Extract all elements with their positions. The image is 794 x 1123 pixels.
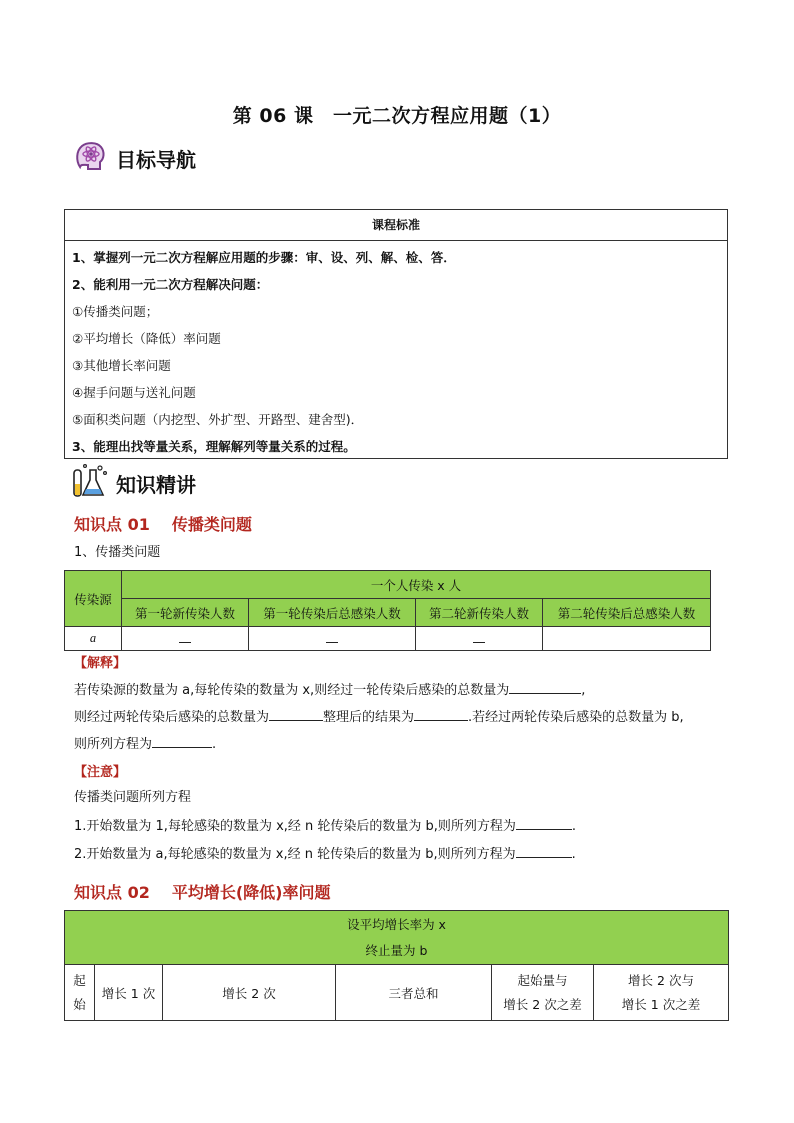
kp2-heading <box>74 880 330 903</box>
standards-line: 1、掌握列一元二次方程解应用题的步骤：审、设、列、解、检、答． <box>72 250 456 265</box>
explain-line-2 <box>74 706 684 728</box>
standards-line: 3、能理出找等量关系，理解解列等量关系的过程。 <box>72 439 356 454</box>
section-knowledge-label: 知识精讲 <box>116 472 196 497</box>
standards-line: 2、能利用一元二次方程解决问题： <box>72 277 269 292</box>
answer-blank[interactable] <box>473 632 485 643</box>
spread-table <box>64 570 711 651</box>
course-standards-box <box>64 209 728 459</box>
growth-header-line: 设平均增长率为 x <box>347 916 446 932</box>
standards-line: ①传播类问题； <box>72 304 159 319</box>
growth-col-start <box>65 965 95 1021</box>
note-label: 【注意】 <box>74 765 127 780</box>
standards-line: ⑤面积类问题（内挖型、外扩型、开路型、建舍型)． <box>72 412 364 427</box>
explain-line-1: 若传染源的数量为 a,每轮传染的数量为 x,则经过一轮传染后感染的总数量为 , <box>74 679 585 701</box>
growth-col-text: 增长 2 次之差 <box>503 996 582 1012</box>
growth-table-header <box>65 911 729 965</box>
answer-blank[interactable] <box>326 632 338 643</box>
spread-cell <box>122 627 249 651</box>
answer-blank[interactable] <box>152 733 212 748</box>
answer-blank[interactable] <box>516 815 572 830</box>
growth-col-text: 增长 1 次之差 <box>621 996 701 1012</box>
growth-col-text: 起始量与 <box>517 972 568 988</box>
note-line-1: 1.开始数量为 1,每轮感染的数量为 x,经 n 轮传染后的数量为 b,则所列方程为 . <box>74 815 576 837</box>
explain-text: .若经过两轮传染后感染的总数量为 b, <box>468 710 684 725</box>
growth-col-inc2: 增长 2 次 <box>163 965 336 1021</box>
brain-atom-icon <box>72 137 110 179</box>
explain-line-3: 则所列方程为 . <box>74 733 216 755</box>
growth-col-diff2 <box>594 965 729 1021</box>
explain-text: 则所列方程为 <box>74 737 153 752</box>
note-text: 1.开始数量为 1,每轮感染的数量为 x,经 n 轮传染后的数量为 b,则所列方程为 <box>74 819 516 834</box>
section-goal-label: 目标导航 <box>116 147 196 172</box>
growth-header-line: 终止量为 b <box>365 942 428 958</box>
explain-text: 整理后的结果为 <box>323 710 415 725</box>
kp2-title: 平均增长(降低)率问题 <box>171 883 331 902</box>
growth-col-text: 增长 2 次与 <box>628 972 694 988</box>
spread-group-header: 一个人传染 x 人 <box>122 571 711 599</box>
answer-blank[interactable] <box>414 706 468 721</box>
spread-row-label: a <box>65 627 122 651</box>
spread-row-header: 传染源 <box>65 571 122 627</box>
kp1-number: 知识点 01 <box>74 515 150 534</box>
note-intro: 传播类问题所列方程 <box>74 790 192 805</box>
answer-blank[interactable] <box>516 843 572 858</box>
lab-flask-icon <box>70 462 110 504</box>
standards-header: 课程标准 <box>65 210 727 241</box>
spread-cell <box>543 627 711 651</box>
kp1-heading <box>74 512 252 535</box>
growth-col-inc1: 增长 1 次 <box>95 965 163 1021</box>
spread-col-header: 第一轮新传染人数 <box>122 599 249 627</box>
note-line-2: 2.开始数量为 a,每轮感染的数量为 x,经 n 轮传染后的数量为 b,则所列方程为 . <box>74 843 576 865</box>
spread-cell <box>416 627 543 651</box>
spread-cell <box>249 627 416 651</box>
section-goal-header <box>72 137 196 179</box>
answer-blank[interactable] <box>269 706 323 721</box>
spread-col-header: 第一轮传染后总感染人数 <box>249 599 416 627</box>
answer-blank[interactable] <box>509 679 581 694</box>
kp2-number: 知识点 02 <box>74 883 150 902</box>
answer-blank[interactable] <box>179 632 191 643</box>
standards-line: ④握手问题与送礼问题 <box>72 385 196 400</box>
explain-label: 【解释】 <box>74 656 127 671</box>
growth-table <box>64 910 729 1021</box>
note-text: 2.开始数量为 a,每轮感染的数量为 x,经 n 轮传染后的数量为 b,则所列方程为 <box>74 847 516 862</box>
explain-text: 则经过两轮传染后感染的总数量为 <box>74 710 270 725</box>
section-knowledge-header <box>70 462 196 504</box>
page-title: 第 06 课 一元二次方程应用题（1） <box>232 105 562 127</box>
growth-col-sum: 三者总和 <box>336 965 492 1021</box>
kp1-subtitle: 1、传播类问题 <box>74 545 161 560</box>
growth-col-text: 始 <box>73 996 86 1012</box>
growth-col-diff1 <box>492 965 594 1021</box>
growth-col-text: 起 <box>73 972 86 988</box>
explain-text: 若传染源的数量为 a,每轮传染的数量为 x,则经过一轮传染后感染的总数量为 <box>74 683 510 698</box>
spread-col-header: 第二轮传染后总感染人数 <box>543 599 711 627</box>
standards-line: ③其他增长率问题 <box>72 358 171 373</box>
standards-line: ②平均增长（降低）率问题 <box>72 331 221 346</box>
kp1-title: 传播类问题 <box>171 515 252 534</box>
spread-col-header: 第二轮新传染人数 <box>416 599 543 627</box>
